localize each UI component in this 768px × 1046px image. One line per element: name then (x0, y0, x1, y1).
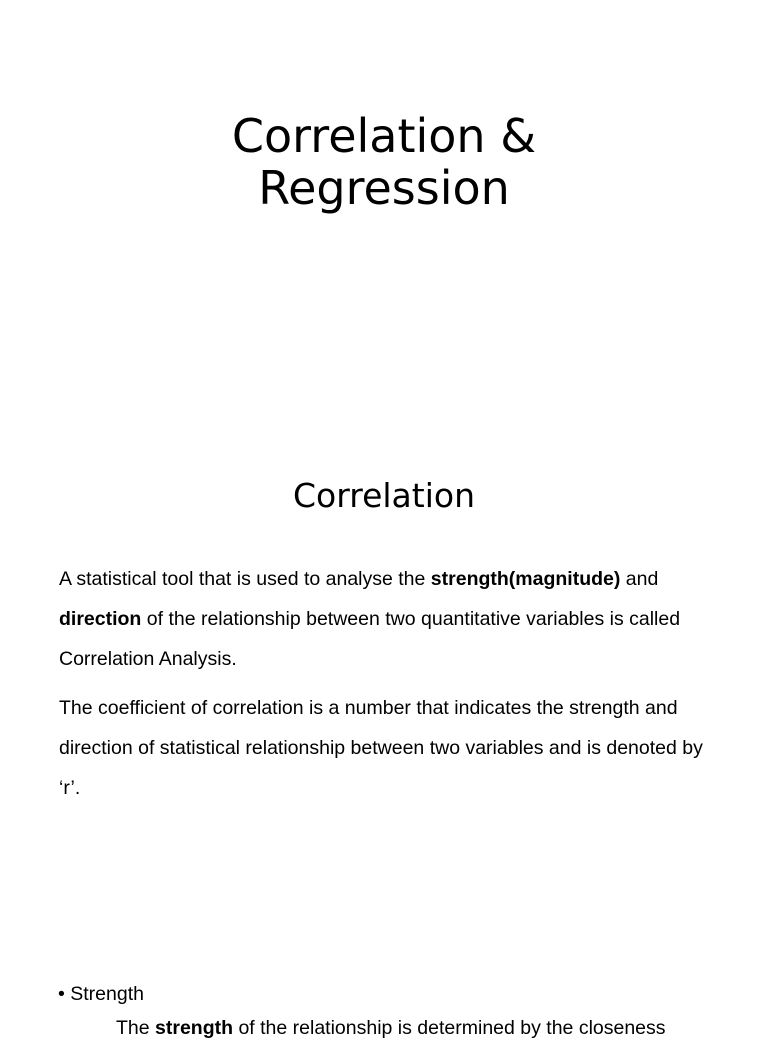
strength-desc-end: of the relationship is determined by the closeness (233, 1017, 666, 1039)
definition-text-3: of the relationship between two quantitative variables is called Correlation Analysis. (59, 608, 681, 670)
strength-description (116, 1010, 666, 1046)
document-title (0, 110, 768, 214)
strength-desc-start: The (116, 1017, 156, 1039)
coefficient-paragraph: The coefficient of correlation is a number that indicates the strength and direction of statistical relationship between two variables and is denoted by ‘r’. (59, 697, 703, 799)
title-line-1: Correlation & (231, 109, 537, 163)
bullet-dot: • (58, 983, 65, 1005)
bullet-item-strength (58, 976, 144, 1012)
title-line-2: Regression (258, 161, 510, 215)
bullet-label: Strength (70, 983, 144, 1005)
definition-bold-direction: direction (59, 608, 142, 630)
definition-text-2: and (620, 568, 659, 590)
definition-bold-strength: strength(magnitude) (430, 568, 621, 590)
definition-text-1: A statistical tool that is used to analyse the (59, 568, 431, 590)
strength-desc-bold: strength (155, 1017, 234, 1039)
section-heading: Correlation (293, 476, 475, 515)
definition-paragraph (59, 559, 719, 679)
